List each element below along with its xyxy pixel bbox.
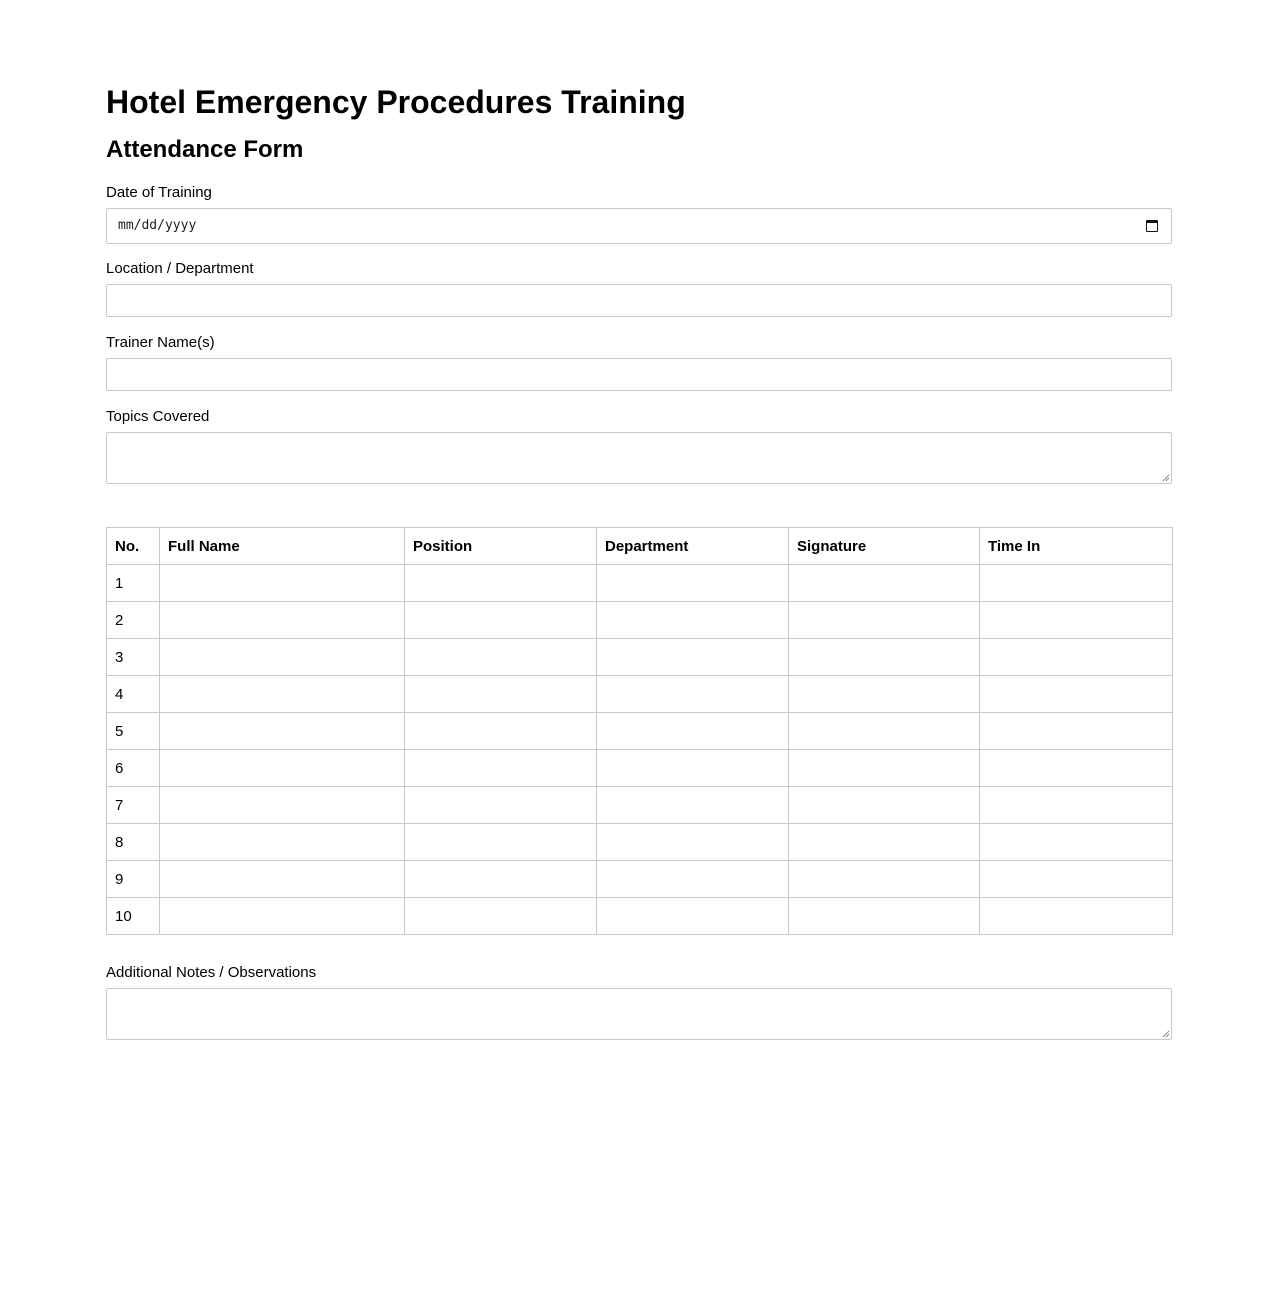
time-in-cell[interactable]	[980, 602, 1173, 639]
time-in-cell[interactable]	[980, 787, 1173, 824]
department-cell[interactable]	[597, 824, 789, 861]
position-cell[interactable]	[405, 787, 597, 824]
header-department: Department	[597, 528, 789, 565]
position-cell[interactable]	[405, 861, 597, 898]
topics-covered-textarea[interactable]	[106, 432, 1172, 484]
table-row	[107, 898, 1173, 935]
table-row	[107, 750, 1173, 787]
time-in-cell[interactable]	[980, 898, 1173, 935]
table-row	[107, 824, 1173, 861]
department-cell[interactable]	[597, 898, 789, 935]
position-cell[interactable]	[405, 713, 597, 750]
page-subtitle: Attendance Form	[106, 136, 304, 163]
department-cell[interactable]	[597, 787, 789, 824]
date-placeholder: mm/dd/yyyy	[118, 218, 197, 233]
notes-label: Additional Notes / Observations	[106, 964, 317, 981]
resize-handle-icon[interactable]	[1162, 474, 1170, 482]
location-department-input[interactable]	[106, 284, 1172, 317]
position-cell[interactable]	[405, 898, 597, 935]
header-signature: Signature	[789, 528, 980, 565]
header-no: No.	[107, 528, 160, 565]
trainer-label: Trainer Name(s)	[106, 334, 215, 351]
row-number: 2	[107, 602, 160, 639]
resize-handle-icon[interactable]	[1162, 1030, 1170, 1038]
department-cell[interactable]	[597, 676, 789, 713]
full-name-cell[interactable]	[160, 565, 405, 602]
department-cell[interactable]	[597, 713, 789, 750]
table-row	[107, 861, 1173, 898]
full-name-cell[interactable]	[160, 861, 405, 898]
row-number: 6	[107, 750, 160, 787]
position-cell[interactable]	[405, 750, 597, 787]
position-cell[interactable]	[405, 602, 597, 639]
header-time-in: Time In	[980, 528, 1173, 565]
table-row	[107, 713, 1173, 750]
header-position: Position	[405, 528, 597, 565]
table-row	[107, 602, 1173, 639]
full-name-cell[interactable]	[160, 787, 405, 824]
additional-notes-textarea[interactable]	[106, 988, 1172, 1040]
time-in-cell[interactable]	[980, 824, 1173, 861]
row-number: 4	[107, 676, 160, 713]
full-name-cell[interactable]	[160, 713, 405, 750]
row-number: 1	[107, 565, 160, 602]
page-title: Hotel Emergency Procedures Training	[106, 84, 686, 120]
calendar-icon[interactable]	[1146, 220, 1158, 232]
department-cell[interactable]	[597, 639, 789, 676]
department-cell[interactable]	[597, 602, 789, 639]
department-cell[interactable]	[597, 565, 789, 602]
topics-label: Topics Covered	[106, 408, 210, 425]
date-of-training-input[interactable]	[106, 208, 1172, 244]
row-number: 3	[107, 639, 160, 676]
signature-cell[interactable]	[789, 750, 980, 787]
signature-cell[interactable]	[789, 676, 980, 713]
time-in-cell[interactable]	[980, 713, 1173, 750]
row-number: 7	[107, 787, 160, 824]
attendance-table	[106, 527, 1173, 935]
signature-cell[interactable]	[789, 861, 980, 898]
time-in-cell[interactable]	[980, 676, 1173, 713]
signature-cell[interactable]	[789, 824, 980, 861]
position-cell[interactable]	[405, 565, 597, 602]
full-name-cell[interactable]	[160, 898, 405, 935]
signature-cell[interactable]	[789, 602, 980, 639]
time-in-cell[interactable]	[980, 750, 1173, 787]
row-number: 9	[107, 861, 160, 898]
signature-cell[interactable]	[789, 565, 980, 602]
full-name-cell[interactable]	[160, 824, 405, 861]
position-cell[interactable]	[405, 639, 597, 676]
signature-cell[interactable]	[789, 787, 980, 824]
table-row	[107, 565, 1173, 602]
date-label: Date of Training	[106, 184, 212, 201]
position-cell[interactable]	[405, 676, 597, 713]
time-in-cell[interactable]	[980, 861, 1173, 898]
position-cell[interactable]	[405, 824, 597, 861]
row-number: 10	[107, 898, 160, 935]
full-name-cell[interactable]	[160, 676, 405, 713]
full-name-cell[interactable]	[160, 639, 405, 676]
table-row	[107, 639, 1173, 676]
row-number: 8	[107, 824, 160, 861]
signature-cell[interactable]	[789, 898, 980, 935]
time-in-cell[interactable]	[980, 639, 1173, 676]
department-cell[interactable]	[597, 861, 789, 898]
table-row	[107, 676, 1173, 713]
time-in-cell[interactable]	[980, 565, 1173, 602]
trainer-names-input[interactable]	[106, 358, 1172, 391]
signature-cell[interactable]	[789, 713, 980, 750]
header-full-name: Full Name	[160, 528, 405, 565]
row-number: 5	[107, 713, 160, 750]
full-name-cell[interactable]	[160, 602, 405, 639]
signature-cell[interactable]	[789, 639, 980, 676]
full-name-cell[interactable]	[160, 750, 405, 787]
table-header-row	[107, 528, 1173, 565]
department-cell[interactable]	[597, 750, 789, 787]
location-label: Location / Department	[106, 260, 254, 277]
table-row	[107, 787, 1173, 824]
